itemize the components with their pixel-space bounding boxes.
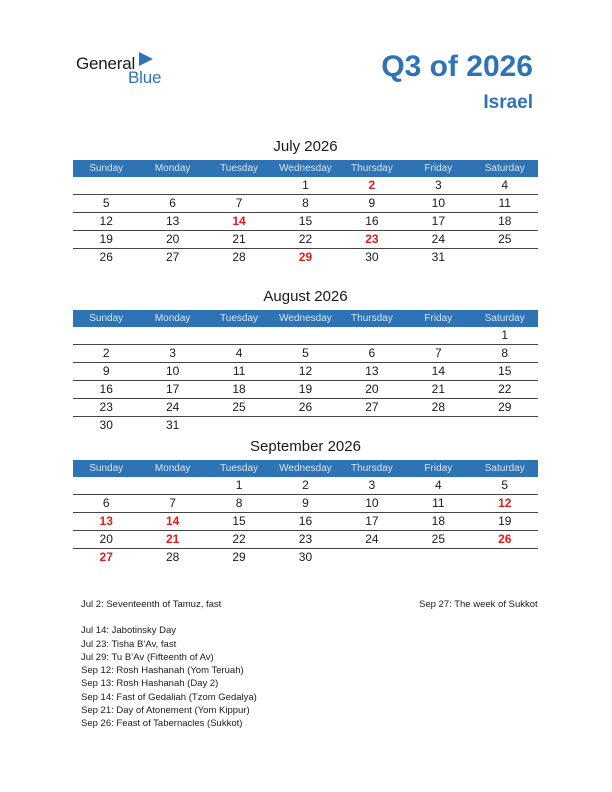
country-name: Israel: [483, 92, 533, 113]
weekday-header-row: [73, 160, 538, 177]
holiday-day-cell: 21: [165, 532, 180, 546]
weekday-header: Sunday: [89, 163, 124, 174]
day-cell: 13: [365, 364, 379, 378]
weekday-header: Tuesday: [220, 163, 259, 174]
week-row: [73, 531, 538, 549]
holiday-note: Jul 14: Jabotinsky Day: [81, 625, 177, 637]
weekday-header: Saturday: [484, 463, 525, 474]
day-cell: 22: [298, 232, 313, 246]
day-cell: 15: [498, 364, 512, 378]
holiday-notes: [81, 598, 257, 731]
day-cell: 7: [434, 346, 442, 360]
day-cell: [339, 417, 405, 434]
day-cell: 4: [501, 178, 509, 192]
holiday-note: Jul 2: Seventeenth of Tamuz, fast: [81, 599, 222, 610]
day-cell: 8: [501, 346, 509, 360]
day-cell: [206, 327, 272, 344]
holiday-day-cell: 14: [232, 214, 246, 228]
day-cell: 30: [298, 550, 313, 564]
day-cell: 21: [232, 232, 246, 246]
month-title: August 2026: [263, 288, 348, 305]
day-cell: 26: [99, 250, 113, 264]
day-cell: 25: [498, 232, 512, 246]
quarter-title: Q3 of 2026: [381, 50, 533, 83]
day-cell: 2: [302, 478, 309, 492]
day-cell: 29: [498, 400, 512, 414]
day-cell: [405, 417, 471, 434]
month-title: September 2026: [250, 438, 361, 455]
weekday-header: Monday: [154, 163, 191, 174]
month-title: July 2026: [273, 138, 338, 155]
day-cell: 25: [431, 532, 445, 546]
day-cell: [206, 417, 272, 434]
day-cell: 11: [498, 196, 511, 210]
day-cell: [139, 327, 205, 344]
weekday-header: Thursday: [351, 313, 393, 324]
flag-icon: [139, 52, 153, 66]
day-cell: 6: [368, 346, 376, 360]
day-cell: 24: [165, 400, 180, 414]
weekday-header: Monday: [154, 463, 191, 474]
day-cell: 6: [102, 496, 110, 510]
week-row: [73, 195, 538, 213]
month-september: [73, 436, 538, 566]
holiday-note: Sep 13: Rosh Hashanah (Day 2): [81, 678, 219, 690]
day-cell: 3: [434, 178, 442, 192]
week-row: [73, 327, 538, 345]
calendar-grid: [73, 310, 538, 434]
month-july: [73, 136, 538, 266]
day-cell: 21: [431, 382, 445, 396]
weekday-header-row: [73, 310, 538, 327]
month-august: [73, 286, 538, 434]
day-cell: 22: [498, 382, 512, 396]
holiday-notes-right: [419, 598, 539, 611]
weekday-header: Tuesday: [220, 463, 259, 474]
day-cell: 13: [165, 214, 180, 228]
holiday-day-cell: 12: [498, 496, 512, 510]
weekday-header: Saturday: [484, 163, 525, 174]
day-cell: 17: [165, 382, 180, 396]
calendar-grid: [73, 160, 538, 266]
holiday-note: Sep 12: Rosh Hashanah (Yom Teruah): [81, 665, 244, 677]
day-cell: 3: [169, 346, 176, 360]
week-row: [73, 249, 538, 266]
day-cell: 20: [365, 382, 379, 396]
weekday-header: Tuesday: [220, 313, 259, 324]
day-cell: 11: [432, 496, 445, 510]
holiday-day-cell: 29: [298, 250, 313, 264]
day-cell: 18: [431, 514, 445, 528]
day-cell: 2: [102, 346, 110, 360]
week-row: [73, 513, 538, 531]
week-row: [73, 213, 538, 231]
weekday-header: Friday: [424, 163, 453, 174]
weekday-header: Thursday: [351, 163, 393, 174]
week-row: [73, 477, 538, 495]
day-cell: 10: [365, 496, 379, 510]
day-cell: 23: [298, 532, 313, 546]
holiday-note: Sep 21: Day of Atonement (Yom Kippur): [81, 705, 250, 717]
day-cell: 4: [434, 478, 442, 492]
day-cell: 27: [165, 250, 180, 264]
day-cell: 1: [235, 478, 243, 492]
day-cell: 5: [501, 478, 509, 492]
weekday-header: Wednesday: [279, 163, 332, 174]
day-cell: 30: [365, 250, 379, 264]
week-row: [73, 345, 538, 363]
day-cell: 16: [298, 514, 313, 528]
week-row: [73, 363, 538, 381]
holiday-note: Jul 23: Tisha B’Av, fast: [81, 638, 177, 650]
day-cell: 20: [99, 532, 113, 546]
weekday-header: Friday: [424, 313, 453, 324]
holiday-note: Sep 27: The week of Sukkot: [419, 599, 538, 610]
holiday-day-cell: 23: [365, 232, 379, 246]
holiday-day-cell: 2: [368, 178, 376, 192]
weekday-header: Friday: [424, 463, 453, 474]
day-cell: 12: [298, 364, 313, 378]
day-cell: 28: [165, 550, 180, 564]
day-cell: 25: [232, 400, 246, 414]
day-cell: [206, 177, 272, 194]
holiday-note: Jul 29: Tu B’Av (Fifteenth of Av): [81, 651, 214, 663]
day-cell: 30: [99, 418, 113, 432]
week-row: [73, 177, 538, 195]
day-cell: 16: [99, 382, 113, 396]
day-cell: 22: [232, 532, 246, 546]
day-cell: 9: [302, 496, 309, 510]
day-cell: 17: [365, 514, 379, 528]
day-cell: 11: [232, 364, 246, 378]
weekday-header-row: [73, 460, 538, 477]
day-cell: 3: [368, 478, 376, 492]
day-cell: [339, 327, 405, 344]
day-cell: 5: [302, 346, 309, 360]
weekday-header: Monday: [154, 313, 191, 324]
holiday-day-cell: 14: [165, 514, 180, 528]
day-cell: [73, 327, 139, 344]
holiday-day-cell: 13: [99, 514, 113, 528]
day-cell: [472, 549, 538, 566]
week-row: [73, 495, 538, 513]
day-cell: 31: [431, 250, 445, 264]
day-cell: 18: [232, 382, 246, 396]
day-cell: 14: [431, 364, 445, 378]
weekday-header: Sunday: [89, 313, 124, 324]
day-cell: 16: [365, 214, 379, 228]
holiday-day-cell: 26: [498, 532, 512, 546]
weekday-header: Wednesday: [279, 313, 332, 324]
day-cell: [139, 177, 205, 194]
day-cell: 24: [365, 532, 379, 546]
day-cell: [139, 477, 205, 494]
logo: [76, 52, 176, 92]
day-cell: [472, 249, 538, 266]
day-cell: 23: [99, 400, 113, 414]
day-cell: 19: [99, 232, 113, 246]
day-cell: 10: [431, 196, 445, 210]
day-cell: [405, 549, 471, 566]
day-cell: 10: [165, 364, 180, 378]
day-cell: 6: [169, 196, 176, 210]
day-cell: 24: [431, 232, 445, 246]
week-row: [73, 417, 538, 434]
day-cell: [272, 327, 338, 344]
day-cell: 15: [232, 514, 246, 528]
day-cell: 12: [99, 214, 113, 228]
day-cell: 27: [365, 400, 379, 414]
holiday-day-cell: 27: [99, 550, 113, 564]
week-row: [73, 549, 538, 566]
day-cell: 9: [102, 364, 110, 378]
weekday-header: Wednesday: [279, 463, 332, 474]
day-cell: 5: [102, 196, 110, 210]
day-cell: 7: [169, 496, 176, 510]
day-cell: 28: [232, 250, 246, 264]
weekday-header: Saturday: [484, 313, 525, 324]
day-cell: 8: [302, 196, 309, 210]
day-cell: 19: [298, 382, 313, 396]
day-cell: [272, 417, 338, 434]
day-cell: 15: [298, 214, 313, 228]
day-cell: [405, 327, 471, 344]
week-row: [73, 231, 538, 249]
day-cell: 1: [501, 328, 509, 342]
day-cell: [339, 549, 405, 566]
day-cell: 18: [498, 214, 512, 228]
day-cell: 7: [235, 196, 243, 210]
weekday-header: Thursday: [351, 463, 393, 474]
week-row: [73, 381, 538, 399]
day-cell: 4: [235, 346, 243, 360]
day-cell: 29: [232, 550, 246, 564]
weekday-header: Sunday: [89, 463, 124, 474]
day-cell: 8: [235, 496, 243, 510]
day-cell: 17: [431, 214, 445, 228]
day-cell: [472, 417, 538, 434]
day-cell: [73, 477, 139, 494]
logo-text-blue: Blue: [128, 68, 162, 87]
day-cell: 20: [165, 232, 180, 246]
day-cell: 9: [368, 196, 376, 210]
day-cell: [73, 177, 139, 194]
day-cell: 31: [165, 418, 180, 432]
holiday-note: Sep 14: Fast of Gedaliah (Tzom Gedalya): [81, 691, 257, 703]
day-cell: 28: [431, 400, 445, 414]
day-cell: 1: [302, 178, 309, 192]
calendar-grid: [73, 460, 538, 566]
week-row: [73, 399, 538, 417]
day-cell: 19: [498, 514, 512, 528]
day-cell: 26: [298, 400, 313, 414]
holiday-note: Sep 26: Feast of Tabernacles (Sukkot): [81, 718, 243, 730]
logo-text-general: General: [76, 54, 136, 73]
